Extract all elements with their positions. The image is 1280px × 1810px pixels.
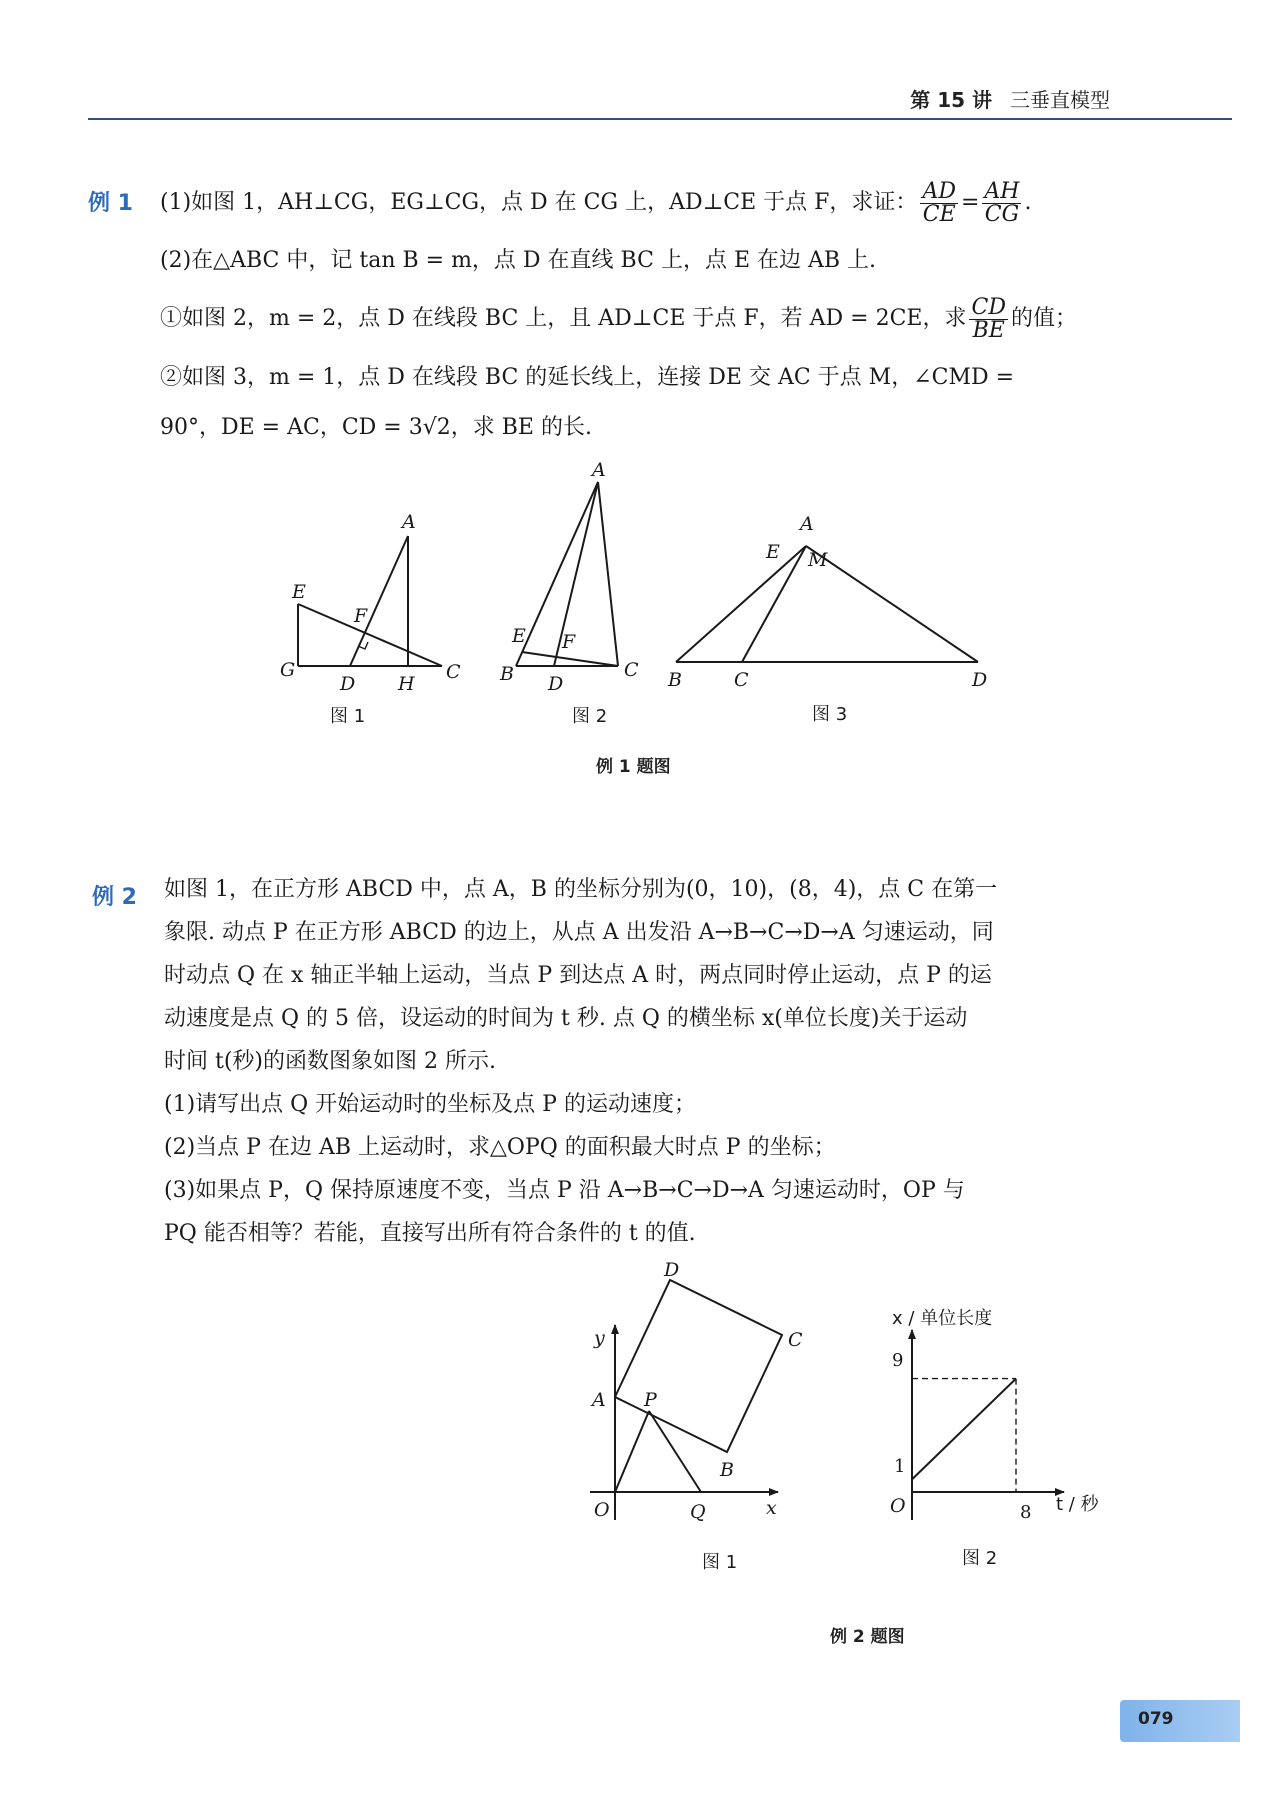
example2-line1: 如图 1，在正方形 ABCD 中，点 A，B 的坐标分别为(0，10)，(8，4)，点 C 在第一 <box>164 877 998 902</box>
lecture-number: 第 15 讲 <box>910 88 992 112</box>
e2fig1-label-o: O <box>594 1499 610 1521</box>
e2fig1-label-d: D <box>664 1259 680 1281</box>
fig1-label-h: H <box>398 673 415 695</box>
e2fig1-segment-pq <box>649 1411 701 1492</box>
example2-question1: (1)请写出点 Q 开始运动时的坐标及点 P 的运动速度； <box>164 1092 696 1117</box>
fig3-label-d: D <box>972 669 988 691</box>
example2-line5: 时间 t(秒)的函数图象如图 2 所示. <box>164 1049 496 1074</box>
example1-figure-title: 例 1 题图 <box>596 757 671 777</box>
example2-question3a: (3)如果点 P，Q 保持原速度不变，当点 P 沿 A→B→C→D→A 匀速运动时，OP 与 <box>164 1178 965 1203</box>
fig1-caption: 图 1 <box>330 706 366 727</box>
e2fig1-label-b: B <box>720 1459 734 1481</box>
example2-line3: 时动点 Q 在 x 轴正半轴上运动，当点 P 到达点 A 时，两点同时停止运动，点 P 的运 <box>164 963 992 988</box>
fig2-caption: 图 2 <box>572 706 608 727</box>
lecture-topic: 三垂直模型 <box>1010 88 1110 112</box>
e2fig1-label-a: A <box>592 1389 606 1411</box>
fig3-caption: 图 3 <box>812 704 848 725</box>
e2fig1-caption: 图 1 <box>702 1552 738 1573</box>
fig2-label-c: C <box>624 659 639 681</box>
e2fig2-origin: O <box>890 1495 906 1517</box>
e2fig1-label-q: Q <box>690 1501 706 1523</box>
example2-question2: (2)当点 P 在边 AB 上运动时，求△OPQ 的面积最大时点 P 的坐标； <box>164 1135 836 1160</box>
fig2-label-b: B <box>500 663 514 685</box>
fig2-label-f: F <box>562 631 576 653</box>
e2fig1-segment-op <box>615 1411 649 1492</box>
e2fig2-x-axis-label: t / 秒 <box>1056 1494 1099 1515</box>
example1-line2: (2)在△ABC 中，记 tan B = m，点 D 在直线 BC 上，点 E 在边 AB 上. <box>160 248 877 273</box>
fig1-label-f: F <box>354 605 368 627</box>
fig3-label-m: M <box>808 549 828 571</box>
fig3-label-b: B <box>668 669 682 691</box>
example2-line4: 动速度是点 Q 的 5 倍，设运动的时间为 t 秒. 点 Q 的横坐标 x(单位长度)关于运动 <box>164 1006 968 1031</box>
e2fig1-label-c: C <box>788 1329 803 1351</box>
fig1-label-d: D <box>340 673 356 695</box>
fraction-cd-be: $\frac{CD}{BE}$ <box>971 294 1006 343</box>
fig2-label-e: E <box>512 625 526 647</box>
e2fig1-square-abcd <box>615 1280 782 1452</box>
example1-line4: ②如图 3，m = 1，点 D 在线段 BC 的延长线上，连接 DE 交 AC 于点 M，∠CMD = <box>160 365 1015 390</box>
example2-line2: 象限. 动点 P 在正方形 ABCD 的边上，从点 A 出发沿 A→B→C→D→A 匀速运动，同 <box>164 920 994 945</box>
fig1-label-e: E <box>292 581 306 603</box>
e2fig2-tick-8: 8 <box>1020 1502 1032 1523</box>
fraction-ad-ce: $\frac{AD}{CE}$ <box>922 178 956 227</box>
e2fig1-label-y: y <box>594 1327 605 1349</box>
example2-figure-title: 例 2 题图 <box>830 1627 905 1647</box>
fig1-label-c: C <box>446 661 461 683</box>
e2fig2-y-axis-label: x / 单位长度 <box>892 1308 993 1329</box>
example2-question3b: PQ 能否相等？若能，直接写出所有符合条件的 t 的值. <box>164 1221 696 1246</box>
e2fig2-graph-line <box>912 1379 1016 1480</box>
example1-line3: ①如图 2，m = 2，点 D 在线段 BC 上，且 AD⊥CE 于点 F，若 AD = 2CE，求 $\frac{CD}{BE}$ 的值； <box>160 294 1077 343</box>
fig3-label-e: E <box>766 541 780 563</box>
fig2-label-a: A <box>592 459 606 481</box>
e2fig1-label-p: P <box>644 1389 657 1411</box>
example1-line5: 90°，DE = AC，CD = 3√2，求 BE 的长. <box>160 415 592 440</box>
e2fig2-caption: 图 2 <box>962 1548 998 1569</box>
fig1-label-a: A <box>402 511 416 533</box>
fig2-label-d: D <box>548 673 564 695</box>
page-number: 079 <box>1138 1709 1174 1729</box>
example2-label: 例 2 <box>92 885 137 910</box>
example1-line1: (1)如图 1，AH⊥CG，EG⊥CG，点 D 在 CG 上，AD⊥CE 于点 F，求证： $\frac{AD}{CE}$ = $\frac{AH}{CG}$ . <box>160 178 1032 227</box>
fig3-label-c: C <box>734 669 749 691</box>
example1-label: 例 1 <box>88 191 133 216</box>
fig3-label-a: A <box>800 513 814 535</box>
e2fig1-label-x: x <box>766 1497 777 1519</box>
fraction-ah-cg: $\frac{AH}{CG}$ <box>984 178 1020 227</box>
e2fig2-tick-1: 1 <box>894 1456 906 1477</box>
e2fig2-tick-9: 9 <box>892 1350 904 1371</box>
page-number-tab <box>1120 1700 1240 1742</box>
fig1-label-g: G <box>280 659 296 681</box>
